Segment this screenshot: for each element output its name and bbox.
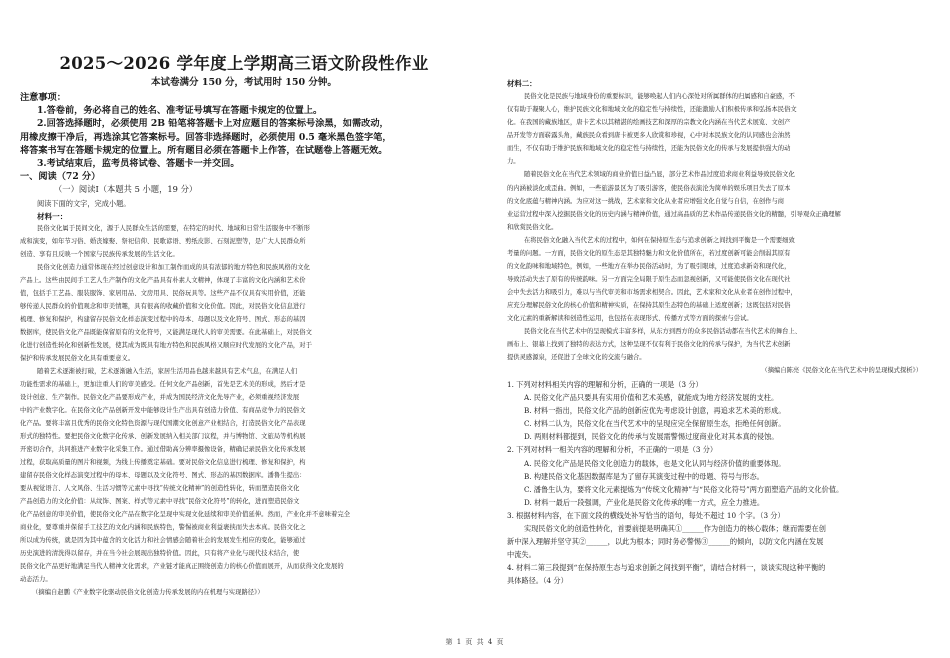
answer-option: D. 两则材料都提到，民俗文化的传承与发展需警惕过度商业化对其本真的侵蚀。 (524, 432, 779, 442)
text-line: 文化元素的重新解读和创造性运用，也包括在表现形式、传播方式等方面的探索与尝试。 (507, 315, 753, 322)
text-line: 化产品创意的审美价值，使民俗文化产品在数字化呈现中实现文化延续和审美价值延伸。然而，产业化并不意味着完全 (20, 511, 351, 518)
text-line: 民俗文化产品更好地满足当代人精神文化需求，产业链才能真正围绕创造力的核心价值而展开，从而获得文化发展的 (20, 563, 344, 570)
text-line: 民俗文化创造力通常体现在经过创意设计和加工制作而成的具有浓郁的地方特色和民族风格的文化 (37, 264, 310, 271)
text-line: 会中失去活力和吸引力，难以与当代审美和市场需求相契合。因此，艺术家和文化从业者在创作过程中， (507, 288, 797, 296)
material2-block (507, 77, 932, 377)
question-stem: 1. 下列对材料相关内容的理解和分析，正确的一项是（3 分） (507, 380, 703, 389)
answer-option: B. 构建民俗文化基因数据库是为了留存其演变过程中的母题、符号与形态。 (524, 471, 764, 481)
text-line: 品开发等方面崭露头角，藏族民众看到唐卡被更多人欣赏和珍视，心中对本民族文化的认同感也会油然 (507, 132, 791, 140)
text-line: 产品创造力的文化价值：从纹饰、图案、样式等元素中寻找“民俗文化符号”的转化，进而塑造民俗文 (20, 498, 300, 505)
text-line: 画布上、银幕上找到了独特的表达方式，这种呈现不仅有利于民俗文化的传承与保护，为当代艺术创新 (507, 341, 791, 349)
text-line: 业运营过程中深入挖掘民俗文化的历史内涵与精神价值，通过高品质的艺术作品传递民俗文化的精髓，引导观众正确理解 (507, 210, 841, 218)
note-line: 用橡皮擦干净后，再选涂其它答案标号。回答非选择题时，必须使用 0.5 毫米黑色签字笔， (20, 131, 392, 143)
text-line: 应充分理解民俗文化的核心价值和精神实质，在保持其原生态特色的基础上适度创新；这既包括对民俗 (507, 301, 791, 309)
section-heading: 一、阅读（72 分） (20, 171, 101, 183)
material2-label: 材料二： (507, 79, 537, 88)
question-text: 中流失。 (507, 550, 536, 560)
exam-subtitle: 本试卷满分 150 分，考试用时 150 分钟。 (151, 77, 337, 88)
text-line: 过程，获取高质量的图片和视频，为线上传播奠定基础。要对民俗文化信息进行梳理、修复和保护，构 (20, 459, 306, 466)
material2-text (507, 90, 932, 364)
text-line: 动态活力。 (20, 576, 52, 583)
text-line: 民俗文化属于民间文化，源于人民群众生活的需要，在特定的时代、地域和日常生活服务中不断形 (37, 225, 310, 232)
note-line: 3.考试结束后，监考员将试卷、答题卡一并交回。 (37, 158, 240, 170)
page-number: 第 1 页 共 4 页 (445, 638, 505, 646)
text-line: 力。 (507, 158, 520, 166)
text-line: 化。在我国的藏族地区，唐卡艺术以其精湛的绘画技艺和深厚的宗教文化内涵在当代艺术展览、文创产 (507, 119, 791, 127)
page-title: 2025～2026 学年度上学期高三语文阶段性作业 (59, 54, 429, 73)
text-line: 的文化韵味和地域特色，例如，一些地方在举办民俗活动时，为了吸引眼球，过度追求新奇和现代化， (507, 262, 791, 270)
answer-option: C. 潘鲁生认为，要将文化元素提炼为“传统文化精神”与“民俗文化符号”两方面塑造产品的文化价值。 (524, 484, 844, 494)
text-line: 形式的独特性。要把民俗文化数字化传承、创新发展纳入相关部门议程，并与博物馆、文旅局等机构展 (20, 433, 306, 440)
text-line: 历史演进的清洗得以留存，并在当今社会展现出独特价值。因此，只有将产业化与现代技术结合，使 (20, 550, 300, 557)
text-line: 设计创意、生产制作。民俗文化产品要形成产业，并成为国民经济文化先导产业，必须重视经济发展 (20, 394, 300, 401)
text-line: 化产品。要将丰富且优秀的民俗文化特色资源与现代国潮文化创意产业相结合，打造民俗文化产品表现 (20, 420, 306, 427)
text-line: 民俗文化是民族与地域身份的重要标识，能够唤起人们内心深处对所属群体的归属感和自豪感，不 (524, 93, 795, 101)
answer-option: B. 材料一指出，民俗文化产品的创新应优先考虑设计创意，再追求艺术美的形成。 (524, 406, 786, 416)
question-stem: 4. 材料二第三段提到“在保持原生态与追求创新之间找到平衡”，请结合材料一，谈谈实现这种平衡的 (507, 563, 826, 573)
material1-label: 材料一： (37, 211, 68, 221)
notes-heading: 注意事项： (20, 92, 66, 103)
text-line: 而生，不仅有助于维护民族和地域文化的稳定性与持续性，还能为民俗文化的传承与发展提供强大的动 (507, 145, 791, 153)
text-line: 在将民俗文化融入当代艺术的过程中，如何在保持原生态与追求创新之间找到平衡是一个需要细致 (524, 236, 795, 244)
answer-option: D. 材料一最后一段强调，产业化是民俗文化传承的唯一方式，应全力推进。 (524, 497, 765, 507)
notes-block (20, 91, 468, 223)
question-text: 具体路径。（4 分） (507, 576, 568, 586)
material2-source: （摘编自陈亮《民俗文化在当代艺术中的呈现模式探析》） (761, 367, 922, 375)
text-line: 功能性需求的基础上，更加注重人们的审美感受。任何文化产品创新，首先是艺术美的形成，然后才是 (20, 381, 306, 388)
text-line: 民俗文化在当代艺术中的呈现模式丰富多样，从东方到西方的众多民俗活动都在当代艺术的舞台上、 (524, 328, 802, 336)
text-line: 中的产业数字化。在民俗文化产品创新开发中能够设计生产出具有创造力价值、有商品竞争力的民俗文 (20, 407, 306, 414)
question-stem: 3. 根据材料内容，在下面文段的横线处补写恰当的语句，每处不超过 10 个字。（3 分） (507, 510, 785, 520)
answer-option: A. 民俗文化产品是民俗文化创造力的载体，也是文化认同与经济价值的重要体现。 (524, 458, 786, 468)
question-text: 实现民俗文化的创造性转化，首要前提是明确其①______作为创造力的核心载体；继而需要在创 (524, 524, 826, 534)
question-stem: 2. 下列对材料一相关内容的理解和分析，不正确的一项是（3 分） (507, 445, 718, 455)
reading-instruction: 阅读下面的文字，完成小题。 (37, 198, 131, 208)
text-line: 的文化底蕴与精神内涵。为应对这一挑战，艺术家和文化从业者应增强文化自觉与自信，在创作与商 (507, 197, 785, 205)
text-line: 提供灵感源泉，还促进了全球文化的交流与融合。 (507, 354, 646, 362)
text-line: 仅有助于凝聚人心，维护民族文化和地域文化的稳定性与持续性，还能激励人们积极传承和弘扬本民俗文 (507, 106, 797, 114)
questions-block (507, 378, 932, 588)
answer-option: A. 民俗文化产品只要具有实用价值和艺术美感，就能成为地方经济发展的支柱。 (524, 393, 779, 403)
note-line: 1.答卷前，务必将自己的姓名、准考证号填写在答题卡规定的位置上。 (37, 105, 323, 117)
text-line: 产品上。这些由民间手工艺人生产制作的文化产品具有朴素人文精神，体现了丰富的文化内涵和艺术价 (20, 277, 306, 284)
text-line: 导致活动失去了原有的传统韵味。另一方面完全局限于原生态而忽视创新，又可能使民俗文化在现代社 (507, 275, 791, 283)
text-line: 和欣赏民俗文化。 (507, 223, 558, 231)
material1-source: （摘编自赵鹏《产业数字化驱动民俗文化创造力传承发展的内在机理与实现路径》） (32, 589, 264, 596)
text-line: 商业化，要尊重并保留手工技艺的文化内涵和民族特色，警惕被商业利益裹挟而失去本真。民俗文化之 (20, 524, 306, 531)
text-line: 所以成为传统，就是因为其中蕴含的文化活力和社会情感会随着社会的发展发生相应的变化，能够通过 (20, 537, 306, 544)
subsection-heading: （一）阅读Ⅰ（本题共 5 小题，19 分） (54, 184, 198, 195)
text-line: 创造、享有且反映一个国家与民族传承发展的生活文化。 (20, 251, 179, 258)
text-line: 随着艺术逐渐被打破，艺术逐渐融入生活，家居生活用品也越来越具有艺术气息，在满足人们 (37, 368, 298, 375)
text-line: 够传递人民群众的价值观念和审美情趣，具有很高的收藏价值和文化价值。因此，对民俗文化信息进行 (20, 303, 306, 310)
text-line: 值，包括手工艺品、服装服饰、家居用品、文房用具、民俗玩具等。这些产品不仅具有实用价值，还能 (20, 290, 306, 297)
text-line: 建留存民俗文化样态演变过程中的母本、母题以及文化符号、图式、形态的基因数据库。潘鲁生提出： (20, 472, 306, 479)
text-line: 开密切合作，共同推进产业数字化采集工作。通过借助高分辨率摄像设备，精确记录民俗文化传承发展 (20, 446, 306, 453)
answer-option: C. 材料二认为，民俗文化在当代艺术中的呈现应完全保留原生态，拒绝任何创新。 (524, 419, 786, 429)
text-line: 化进行创造性转化和创新性发展，使其成为既具有地方特色和民族风格又顺应时代发展的文化产品，对于 (20, 342, 312, 349)
note-line: 将答案书写在答题卡规定的位置上。所有题目必须在答题卡上作答，在试题卷上答题无效。 (20, 144, 388, 156)
text-line: 数据库，使民俗文化产品既能保留原有的文化符号，又能满足现代人的审美需要。在此基础上，对民俗文 (20, 329, 312, 336)
text-line: 要从视觉语言、人文风俗、生活习惯等元素中寻找“传统文化精神”的创造性转化，转而塑造民俗文化 (20, 485, 300, 492)
text-line: 考量的问题。一方面，民俗文化的原生态是其独特魅力和文化价值所在，若过度创新可能会削弱其原有 (507, 249, 791, 257)
material1-text (20, 222, 468, 599)
text-line: 成和演变，如年节习俗、婚丧嫁娶、祭祀信仰、民歌谚语、剪纸皮影、石刻泥塑等，是广大人民群众所 (20, 238, 306, 245)
text-line: 保护和传承发展民俗文化具有重要意义。 (20, 355, 135, 362)
text-line: 梳理、修复和保护，构建留存民俗文化样态演变过程中的母本、母题以及文化符号、图式、形态的基因 (20, 316, 306, 323)
note-line: 2.回答选择题时，必须使用 2B 铅笔将答题卡上对应题目的答案标号涂黑，如需改动， (37, 118, 389, 130)
text-line: 的内涵被淡化或歪曲。例如，一些旅游景区为了吸引游客，使民俗表演沦为简单的娱乐项目失去了原本 (507, 184, 791, 192)
question-text: 新中深入理解并坚守其②______，以此为根本；同时务必警惕③______的倾向，以防文化内涵在发展 (507, 537, 824, 547)
text-line: 随着民俗文化在当代艺术领域的商业价值日益凸显，部分艺术作品过度追求商业利益导致民俗文化 (524, 171, 795, 179)
